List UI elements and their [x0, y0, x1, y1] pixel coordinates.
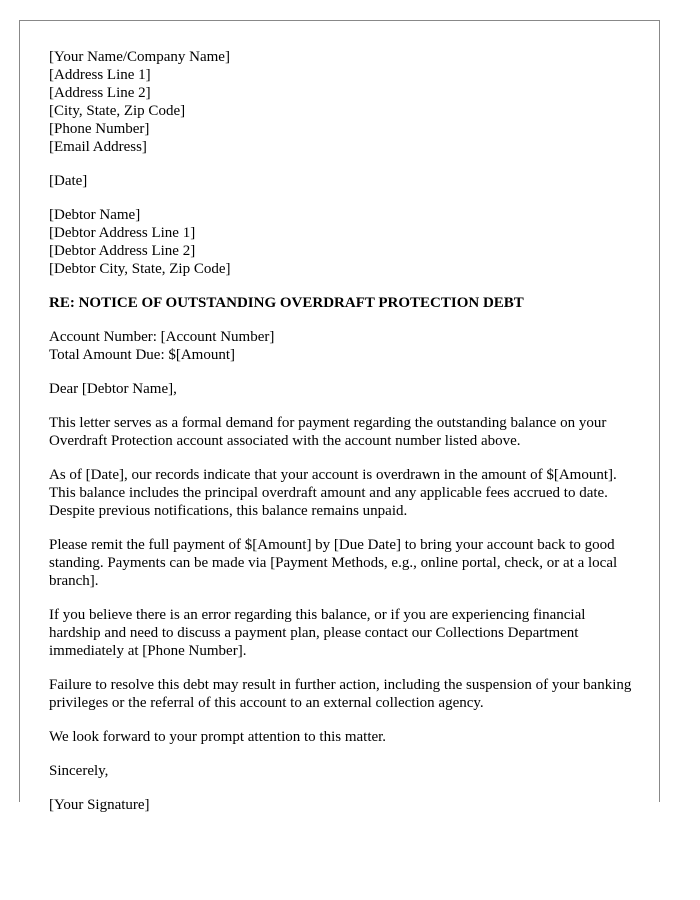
- recipient-city-state-zip: [Debtor City, State, Zip Code]: [49, 261, 231, 277]
- body-paragraph-2: As of [Date], our records indicate that your account is overdrawn in the amount of $[Amount]. This balance includes the principal overdraft amount and any applicable fees accrued to date. Despite previous notifications, this balance remains unpaid.: [49, 467, 617, 519]
- subject-line: RE: NOTICE OF OUTSTANDING OVERDRAFT PROTECTION DEBT: [49, 295, 524, 311]
- sender-city-state-zip: [City, State, Zip Code]: [49, 103, 186, 119]
- sender-phone: [Phone Number]: [49, 121, 150, 137]
- recipient-address-line-2: [Debtor Address Line 2]: [49, 243, 196, 259]
- closing: Sincerely,: [49, 763, 109, 779]
- date-block: [49, 172, 639, 190]
- sender-address-block: [49, 48, 639, 156]
- letter-content: [49, 48, 639, 830]
- letter-page: [19, 20, 660, 813]
- account-number: Account Number: [Account Number]: [49, 329, 275, 345]
- recipient-address-block: [49, 206, 639, 278]
- total-amount-due: Total Amount Due: $[Amount]: [49, 347, 236, 363]
- recipient-name: [Debtor Name]: [49, 207, 141, 223]
- account-details: [49, 328, 639, 364]
- body-paragraph-5: Failure to resolve this debt may result in further action, including the suspension of your banking privileges or the referral of this account to an external collection agency.: [49, 677, 632, 711]
- body-paragraph-4: If you believe there is an error regarding this balance, or if you are experiencing financial hardship and need to discuss a payment plan, please contact our Collections Department immediately at [Phone Number].: [49, 607, 586, 659]
- sender-address-line-1: [Address Line 1]: [49, 67, 151, 83]
- sender-name: [Your Name/Company Name]: [49, 49, 230, 65]
- body-paragraph-1: This letter serves as a formal demand for payment regarding the outstanding balance on your Overdraft Protection account associated with the account number listed above.: [49, 415, 607, 449]
- letter-date: [Date]: [49, 173, 88, 189]
- body-paragraph-3: Please remit the full payment of $[Amount] by [Due Date] to bring your account back to good standing. Payments can be made via [Payment Methods, e.g., online portal, check, or at a local branch].: [49, 537, 618, 589]
- sender-email: [Email Address]: [49, 139, 147, 155]
- body-paragraph-6: We look forward to your prompt attention to this matter.: [49, 729, 387, 745]
- sender-address-line-2: [Address Line 2]: [49, 85, 151, 101]
- salutation: Dear [Debtor Name],: [49, 381, 177, 397]
- signature-placeholder: [Your Signature]: [49, 797, 150, 813]
- recipient-address-line-1: [Debtor Address Line 1]: [49, 225, 196, 241]
